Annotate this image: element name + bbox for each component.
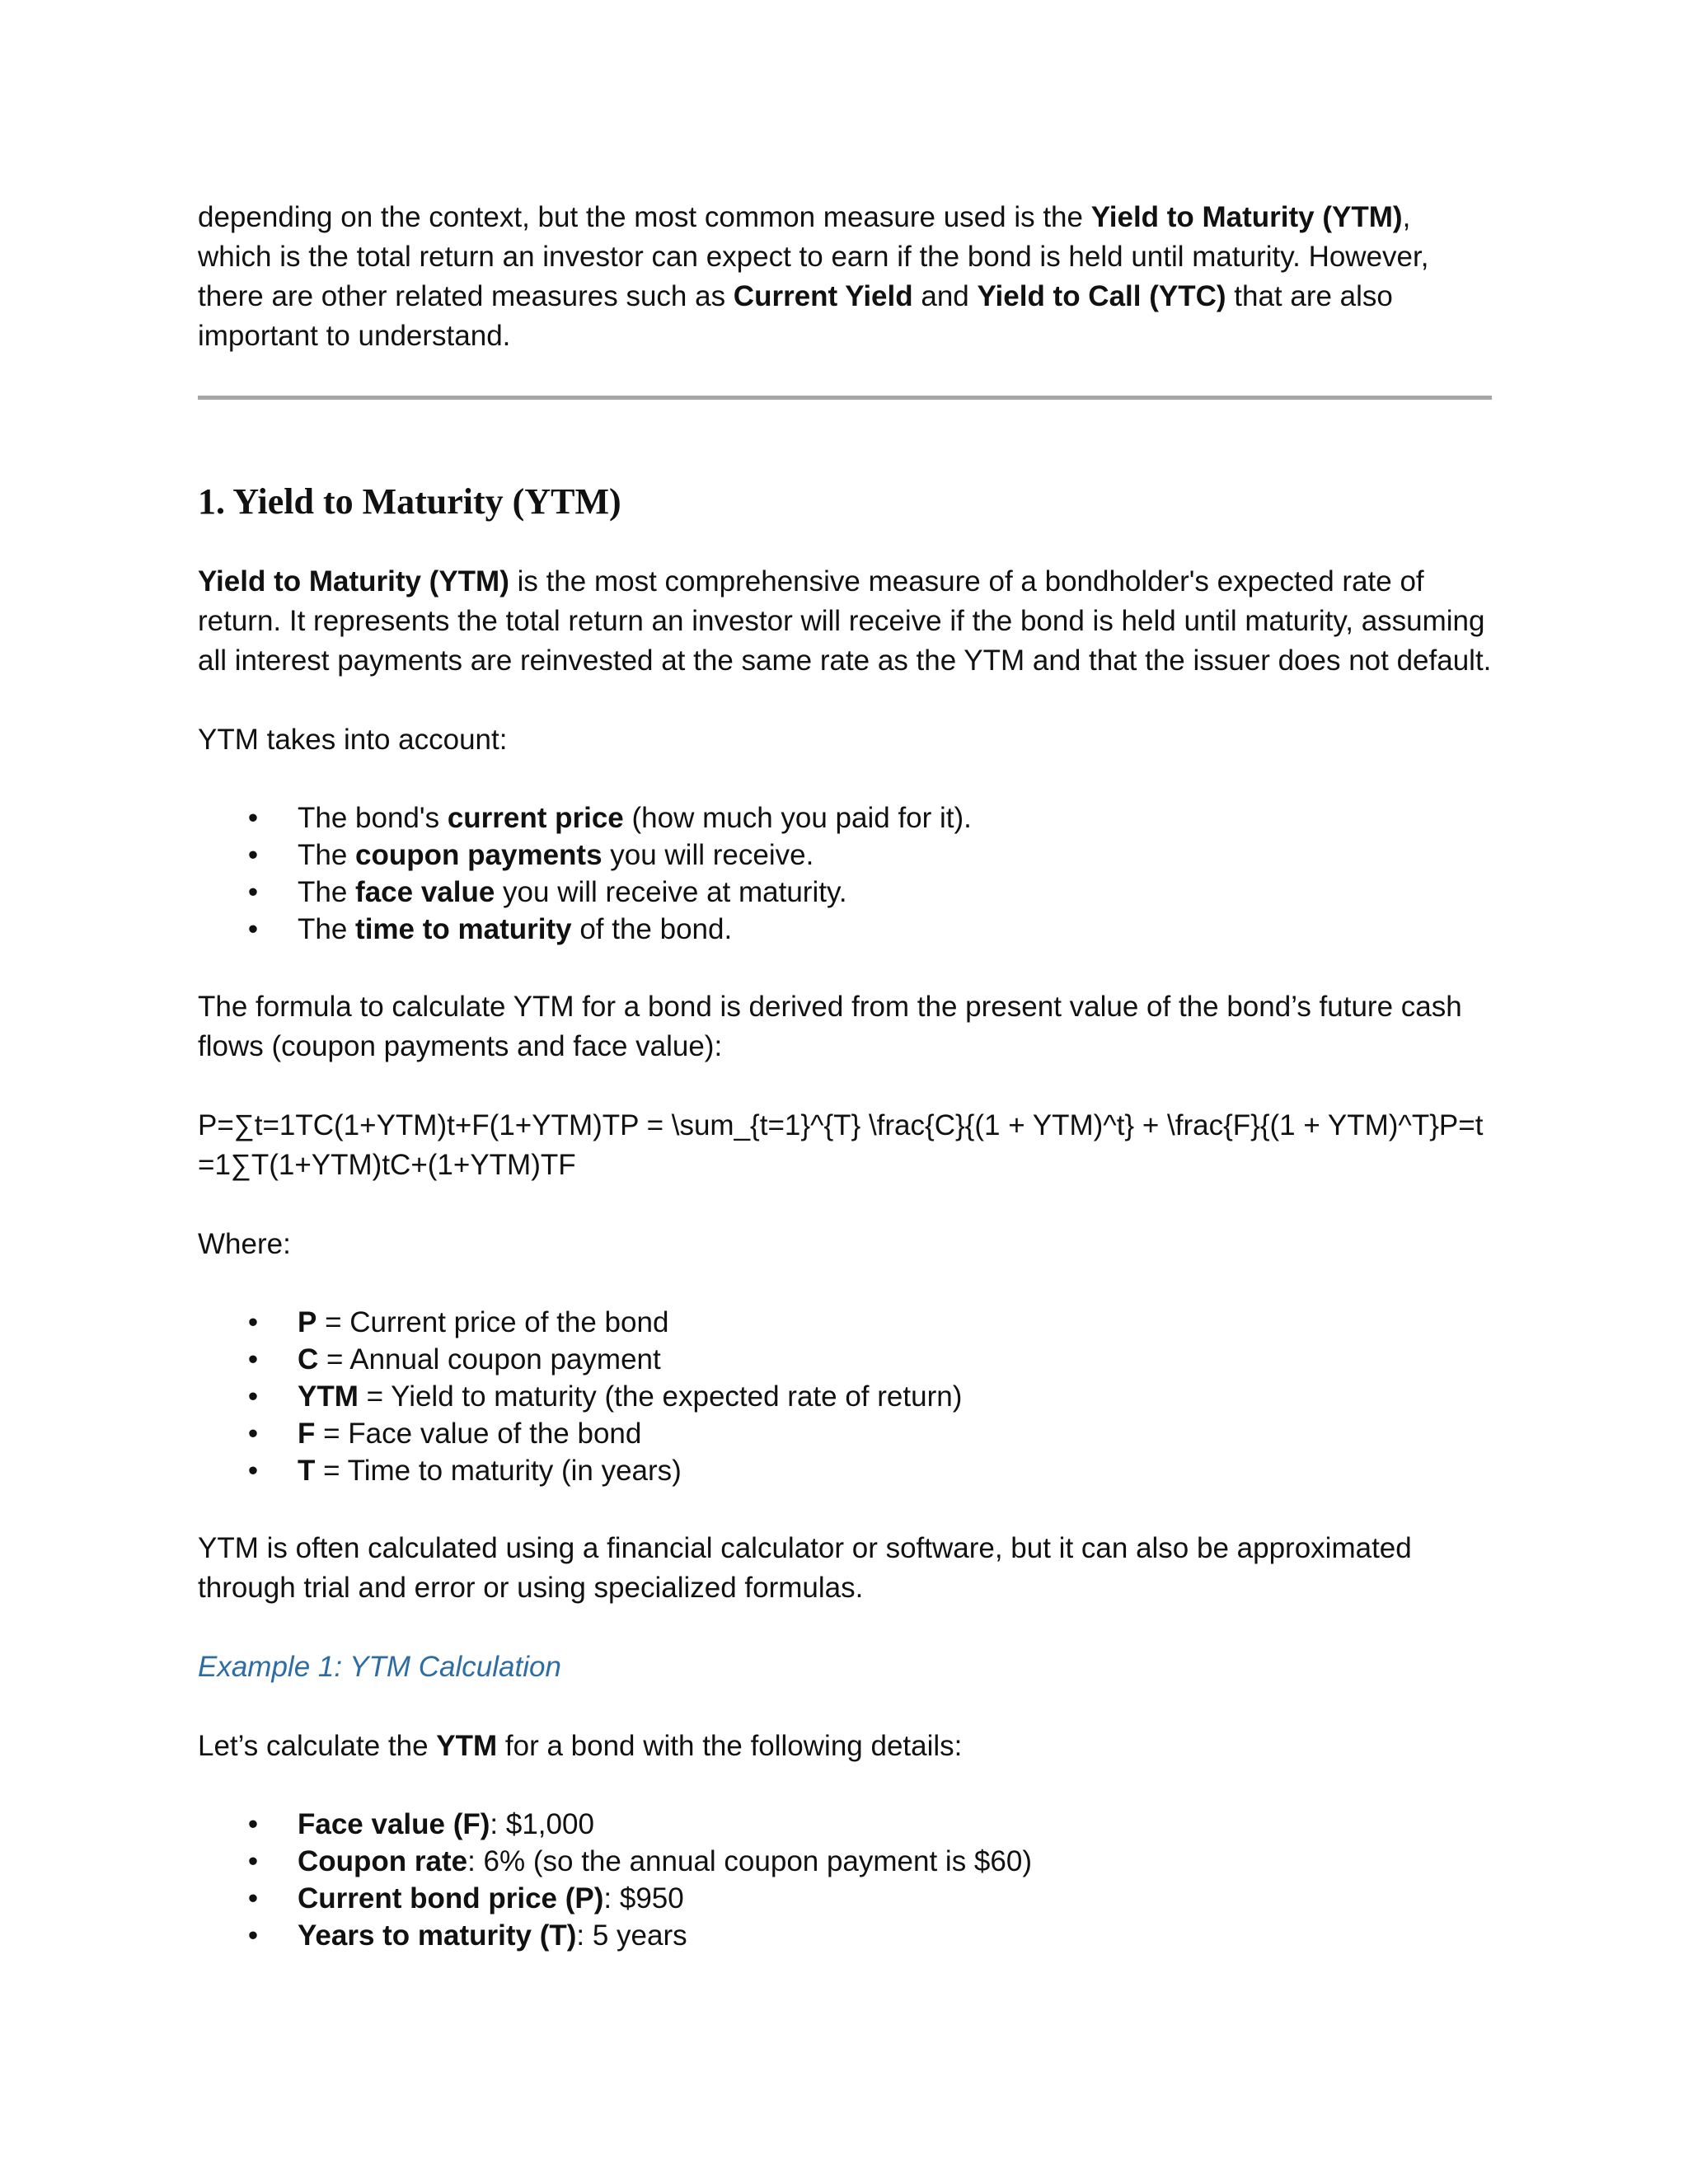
example-intro-text-2: for a bond with the following details:: [497, 1730, 963, 1762]
item-bold: current price: [447, 802, 624, 834]
item-text: The: [298, 839, 356, 871]
bullet-icon: •: [247, 1845, 259, 1877]
variable-description: = Face value of the bond: [315, 1418, 642, 1450]
detail-value: : 6% (so the annual coupon payment is $60): [467, 1845, 1032, 1877]
list-item: [198, 1378, 1492, 1415]
intro-bold-current-yield: Current Yield: [733, 280, 913, 312]
bullet-icon: •: [247, 1418, 259, 1450]
bullet-icon: •: [247, 1343, 259, 1376]
variable-description: = Annual coupon payment: [318, 1343, 661, 1376]
horizontal-divider: [198, 396, 1492, 400]
example-intro-bold: YTM: [436, 1730, 498, 1762]
ytm-definition-paragraph: [198, 562, 1492, 681]
list-item: [198, 1843, 1492, 1880]
item-text: of the bond.: [571, 913, 733, 945]
item-text: you will receive at maturity.: [495, 876, 847, 908]
item-bold: time to maturity: [355, 913, 572, 945]
bullet-icon: •: [247, 1882, 259, 1915]
item-text: you will receive.: [602, 839, 814, 871]
bullet-icon: •: [247, 876, 259, 908]
list-item: [198, 911, 1492, 948]
bullet-icon: •: [247, 1455, 259, 1487]
bond-details-list: [198, 1806, 1492, 1954]
item-text: (how much you paid for it).: [623, 802, 972, 834]
formula-intro-paragraph: The formula to calculate YTM for a bond is derived from the present value of the bond’s future cash flows (coupon payments and face value):: [198, 991, 1462, 1062]
formula-variables-list: [198, 1304, 1492, 1489]
section-heading-ytm: 1. Yield to Maturity (YTM): [198, 481, 621, 522]
example-heading: Example 1: YTM Calculation: [198, 1651, 561, 1683]
intro-text-4: that are also important to understand.: [198, 280, 1393, 352]
variable-symbol: F: [298, 1418, 316, 1450]
list-item: [198, 837, 1492, 874]
variable-symbol: YTM: [298, 1380, 359, 1413]
detail-value: : 5 years: [576, 1919, 687, 1952]
document-body: [198, 198, 1492, 1954]
variable-description: = Current price of the bond: [316, 1306, 669, 1338]
bullet-icon: •: [247, 1919, 259, 1952]
list-item: [198, 1452, 1492, 1489]
bullet-icon: •: [247, 1808, 259, 1840]
intro-text-3: and: [912, 280, 978, 312]
detail-label: Current bond price (P): [298, 1882, 604, 1915]
detail-label: Coupon rate: [298, 1845, 468, 1877]
item-text: The: [298, 913, 356, 945]
list-item: [198, 1880, 1492, 1917]
calculation-note-paragraph: YTM is often calculated using a financial calculator or software, but it can also be approximated through trial and error or using specialized formulas.: [198, 1532, 1412, 1604]
intro-text-1: depending on the context, but the most common measure used is the: [198, 201, 1091, 233]
item-text: The: [298, 876, 356, 908]
item-bold: face value: [355, 876, 495, 908]
where-label: Where:: [198, 1228, 291, 1260]
bullet-icon: •: [247, 1306, 259, 1338]
takes-into-account-line: YTM takes into account:: [198, 724, 508, 756]
intro-paragraph: [198, 198, 1492, 356]
bullet-icon: •: [247, 839, 259, 871]
intro-text-2: , which is the total return an investor can expect to earn if the bond is held until maturity. However, there are other related measures such as: [198, 201, 1429, 312]
list-item: [198, 1304, 1492, 1341]
list-item: [198, 799, 1492, 837]
intro-bold-ytc: Yield to Call (YTC): [977, 280, 1226, 312]
definition-text: is the most comprehensive measure of a bondholder's expected rate of return. It represents the total return an investor will receive if the bond is held until maturity, assuming all interest payments are reinvested at the same rate as the YTM and that the issuer does not default.: [198, 565, 1492, 677]
ytm-formula: P=∑t=1TC(1+YTM)t+F(1+YTM)TP = \sum_{t=1}^{T} \frac{C}{(1 + YTM)^t} + \frac{F}{(1 + YTM)^T}P=t=1∑T(1+YTM)tC+(1+YTM)TF: [198, 1109, 1484, 1181]
variable-symbol: C: [298, 1343, 319, 1376]
list-item: [198, 1917, 1492, 1954]
variable-description: = Yield to maturity (the expected rate of return): [358, 1380, 963, 1413]
example-intro-text-1: Let’s calculate the: [198, 1730, 437, 1762]
detail-value: : $1,000: [490, 1808, 594, 1840]
bullet-icon: •: [247, 1380, 259, 1413]
intro-bold-ytm: Yield to Maturity (YTM): [1090, 201, 1403, 233]
detail-value: : $950: [603, 1882, 684, 1915]
list-item: [198, 1806, 1492, 1843]
list-item: [198, 874, 1492, 911]
list-item: [198, 1415, 1492, 1452]
example-intro-paragraph: [198, 1727, 1492, 1766]
item-text: The bond's: [298, 802, 448, 834]
definition-bold-term: Yield to Maturity (YTM): [198, 565, 509, 598]
bullet-icon: •: [247, 802, 259, 834]
detail-label: Face value (F): [298, 1808, 490, 1840]
bullet-icon: •: [247, 913, 259, 945]
variable-symbol: P: [298, 1306, 317, 1338]
detail-label: Years to maturity (T): [298, 1919, 577, 1952]
list-item: [198, 1341, 1492, 1378]
variable-symbol: T: [298, 1455, 316, 1487]
ytm-factors-list: [198, 799, 1492, 948]
item-bold: coupon payments: [355, 839, 603, 871]
variable-description: = Time to maturity (in years): [315, 1455, 682, 1487]
